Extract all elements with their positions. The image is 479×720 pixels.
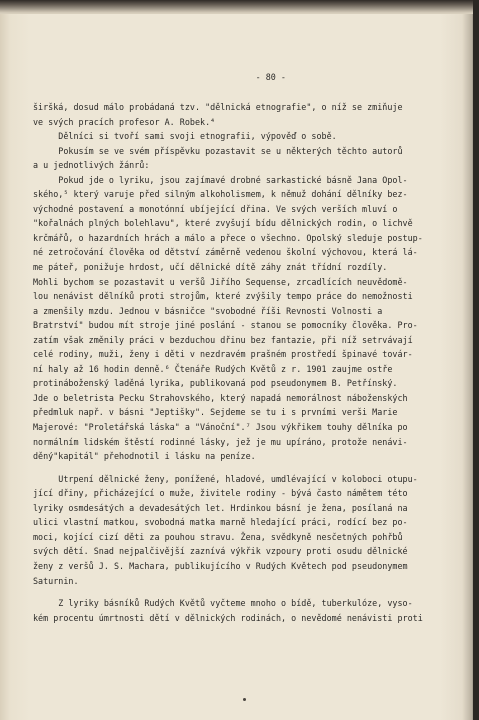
- text-line: Majerové: "Proletářská láska" a "Vánoční".⁷ Jsou výkřikem touhy dělníka po: [33, 422, 408, 433]
- text-line: Dělníci si tvoří sami svoji etnografii, výpověď o sobě.: [33, 131, 337, 142]
- text-line: "kořalnách plných bolehlavu", které zvyšují bídu dělnických rodin, o lichvě: [33, 218, 413, 229]
- ink-speck: [243, 698, 246, 701]
- text-line: ského,⁵ který varuje před silným alkoholismem, k němuž dohání dělníky bez-: [33, 189, 408, 200]
- text-line: normálním lidském štěstí rodinné lásky, jež je mu upíráno, protože nenávi-: [33, 436, 408, 447]
- text-line: děný"kapitál" přehodnotil i lásku na peníze.: [33, 451, 256, 462]
- text-line: ženy z veršů J. S. Machara, publikujícího v Rudých Květech pod pseudonymem: [33, 560, 408, 571]
- text-line: krčmářů, o hazardních hrách a málo a přece o všechno. Opolský sleduje postup-: [33, 232, 423, 243]
- paragraph-gap: [33, 464, 429, 472]
- text-line: celé rodiny, muži, ženy i děti v nezdravém prašném prostředí špinavé továr-: [33, 349, 413, 360]
- paragraph-gap: [33, 588, 429, 596]
- text-line: Saturnin.: [33, 575, 79, 586]
- text-line: a u jednotlivých žánrů:: [33, 160, 150, 171]
- text-line: svých dětí. Snad nejpalčivější zaznívá výkřik vzpoury proti osudu dělnické: [33, 546, 408, 557]
- text-line: né zetročování člověka od dětství záměrně vedenou školní výchovou, která lá-: [33, 247, 418, 258]
- text-line: širšká, dosud málo probádaná tzv. "dělnická etnografie", o níž se zmiňuje: [33, 102, 403, 112]
- text-line: předmluk např. v básni "Jeptišky". Sejdeme se tu i s prvními verši Marie: [33, 407, 398, 418]
- text-line: ve svých pracích profesor A. Robek.⁴: [33, 116, 216, 127]
- text-line: Utrpení dělnické ženy, ponížené, hladové, umdlévající v koloboci otupu-: [33, 473, 418, 484]
- text-line: me páteř, ponižuje hrdost, učí dělnické dítě záhy znát třídní rozdíly.: [33, 262, 388, 273]
- text-line: Pokud jde o lyriku, jsou zajímavé drobné sarkastické básně Jana Opol-: [33, 174, 408, 185]
- text-line: Z lyriky básníků Rudých Květů vyčteme mnoho o bídě, tuberkulóze, vyso-: [33, 598, 413, 609]
- text-line: Mohli bychom se pozastavit u veršů Jiřího Sequense, zrcadlících neuvědomě-: [33, 276, 408, 287]
- text-line: zatím však změnily práci v bezduchou dřinu bez fantazie, při níž setrvávají: [33, 334, 413, 345]
- text-line: jící dřiny, přicházející o muže, živitele rodiny - bývá často námětem této: [33, 488, 408, 499]
- page-number: - 80 -: [255, 72, 286, 82]
- text-line: Bratrství" budou mít stroje jiné poslání - stanou se pomocníky člověka. Pro-: [33, 320, 418, 331]
- text-line: ulici vlastní matkou, svobodná matka marně hledající práci, rodící bez po-: [33, 517, 408, 528]
- text-line: Jde o beletrista Pecku Strahovského, který napadá nemorálnost náboženských: [33, 392, 408, 403]
- text-line: moci, kojící cizí děti za pouhou stravu. Žena, svědkyně nesčetných pohřbů: [33, 531, 403, 542]
- text-line: ní haly až 16 hodin denně.⁶ Čtenáře Rudých Květů z r. 1901 zaujme ostře: [33, 363, 393, 374]
- text-line: kém procentu úmrtnosti dětí v dělnických rodinách, o nevědomé nenávisti proti: [33, 612, 423, 623]
- text-line: lou nenávist dělníků proti strojům, které zvýšily tempo práce do nemožnosti: [33, 291, 413, 302]
- page-text: [33, 70, 429, 625]
- body-lines: [33, 100, 429, 625]
- page-top-edge-shadow: [0, 0, 479, 14]
- text-line: a zmenšily mzdu. Jednou v básničce "svobodné říši Revnosti Volnosti a: [33, 305, 383, 316]
- text-line: protináboženský laděná lyrika, publikovaná pod pseudonymem B. Petřínský.: [33, 378, 398, 389]
- book-spine-edge: [473, 0, 479, 720]
- text-line: východné postavení a monotónní ubíjející dřina. Ve svých verších mluví o: [33, 203, 398, 214]
- text-line: Pokusím se ve svém příspěvku pozastavit se u některých těchto autorů: [33, 145, 403, 156]
- text-line: lyriky osmdesátých a devadesátých let. Hrdinkou básní je žena, posílaná na: [33, 502, 408, 513]
